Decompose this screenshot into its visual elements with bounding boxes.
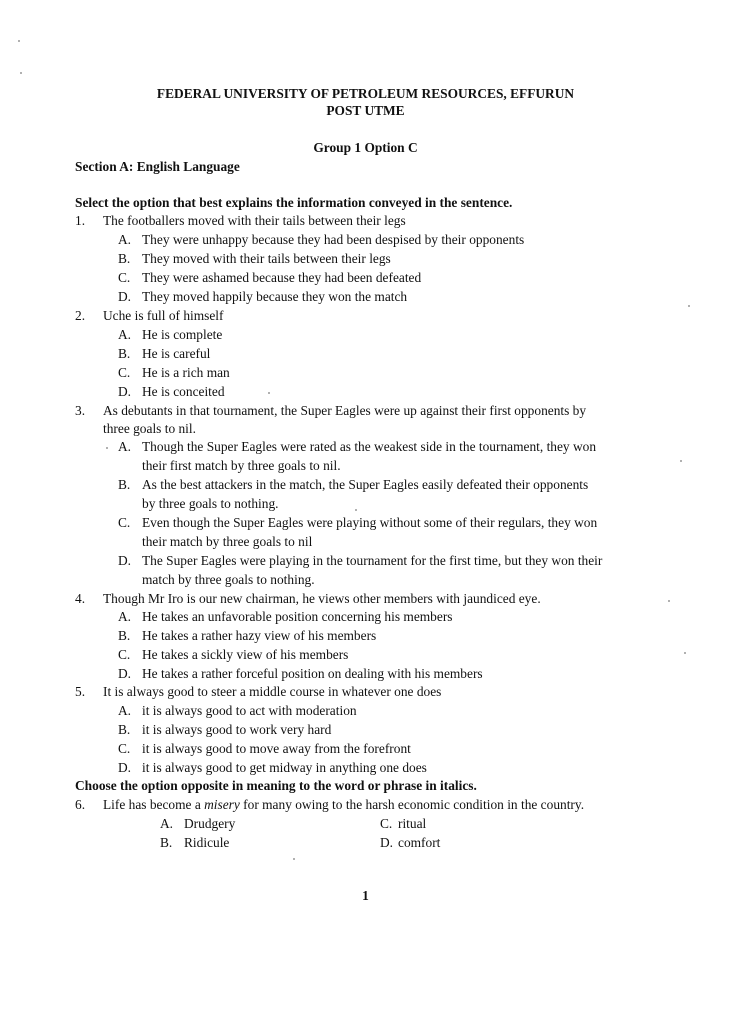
option-text: The Super Eagles were playing in the tournament for the first time, but they won their bbox=[142, 553, 603, 568]
option-letter: B. bbox=[118, 628, 131, 643]
option-letter: D. bbox=[118, 666, 132, 681]
scan-speck bbox=[680, 460, 682, 462]
option-letter: C. bbox=[118, 270, 131, 285]
option-text: it is always good to act with moderation bbox=[142, 703, 357, 718]
question-number: 1. bbox=[75, 213, 86, 228]
scan-speck bbox=[293, 858, 295, 860]
university-title: FEDERAL UNIVERSITY OF PETROLEUM RESOURCES, EFFURUN bbox=[156, 86, 575, 101]
option-letter: B. bbox=[118, 346, 131, 361]
option-text-continued: their first match by three goals to nil. bbox=[142, 458, 341, 473]
option-text: He is careful bbox=[142, 346, 211, 361]
scan-speck bbox=[688, 305, 690, 307]
option-text: it is always good to work very hard bbox=[142, 722, 332, 737]
question-text bbox=[103, 796, 584, 813]
question-number: 2. bbox=[75, 308, 86, 323]
question-number: 6. bbox=[75, 797, 86, 812]
option-letter: D. bbox=[118, 760, 132, 775]
italic-word: misery bbox=[204, 797, 240, 812]
option-text: He takes a sickly view of his members bbox=[142, 647, 349, 662]
scan-speck bbox=[20, 72, 22, 74]
question-text: Though Mr Iro is our new chairman, he views other members with jaundiced eye. bbox=[103, 591, 541, 606]
option-letter: B. bbox=[118, 722, 131, 737]
option-letter: A. bbox=[160, 816, 174, 831]
question-text: It is always good to steer a middle course in whatever one does bbox=[103, 684, 442, 699]
question-number: 4. bbox=[75, 591, 86, 606]
option-text: it is always good to get midway in anything one does bbox=[142, 760, 427, 775]
option-letter: A. bbox=[118, 439, 132, 454]
scan-speck bbox=[355, 509, 357, 511]
option-letter: A. bbox=[118, 703, 132, 718]
option-text: He is conceited bbox=[142, 384, 225, 399]
option-text-continued: match by three goals to nothing. bbox=[142, 572, 315, 587]
group-title: Group 1 Option C bbox=[313, 140, 418, 155]
exam-title: POST UTME bbox=[326, 103, 405, 118]
option-letter: B. bbox=[118, 251, 131, 266]
option-letter: C. bbox=[118, 741, 131, 756]
option-letter: D. bbox=[118, 553, 132, 568]
option-letter: B. bbox=[118, 477, 131, 492]
option-letter: B. bbox=[160, 835, 173, 850]
question-text: The footballers moved with their tails between their legs bbox=[103, 213, 406, 228]
option-text: comfort bbox=[398, 835, 441, 850]
question-number: 3. bbox=[75, 403, 86, 418]
scan-speck bbox=[268, 392, 270, 394]
option-text: He takes an unfavorable position concerning his members bbox=[142, 609, 453, 624]
option-text: Even though the Super Eagles were playing without some of their regulars, they won bbox=[142, 515, 598, 530]
option-text: He is complete bbox=[142, 327, 223, 342]
option-letter: C. bbox=[118, 365, 131, 380]
option-text: As the best attackers in the match, the Super Eagles easily defeated their opponents bbox=[142, 477, 589, 492]
option-text: They were ashamed because they had been defeated bbox=[142, 270, 422, 285]
option-text: He takes a rather hazy view of his members bbox=[142, 628, 377, 643]
option-letter: A. bbox=[118, 232, 132, 247]
option-text-continued: their match by three goals to nil bbox=[142, 534, 313, 549]
option-letter: C. bbox=[118, 515, 131, 530]
instruction-heading: Choose the option opposite in meaning to the word or phrase in italics. bbox=[75, 778, 477, 793]
instruction-heading: Select the option that best explains the information conveyed in the sentence. bbox=[75, 195, 513, 210]
section-title: Section A: English Language bbox=[75, 159, 240, 174]
option-text: Drudgery bbox=[184, 816, 236, 831]
scan-speck bbox=[18, 40, 20, 42]
option-text: Ridicule bbox=[184, 835, 230, 850]
option-text: ritual bbox=[398, 816, 427, 831]
question-text: As debutants in that tournament, the Super Eagles were up against their first opponents by bbox=[103, 403, 587, 418]
option-letter: A. bbox=[118, 327, 132, 342]
option-text: They were unhappy because they had been despised by their opponents bbox=[142, 232, 525, 247]
page-number: 1 bbox=[362, 888, 369, 903]
option-text: They moved happily because they won the match bbox=[142, 289, 408, 304]
option-letter: C. bbox=[118, 647, 131, 662]
question-text: Uche is full of himself bbox=[103, 308, 224, 323]
option-text-continued: by three goals to nothing. bbox=[142, 496, 279, 511]
option-letter: A. bbox=[118, 609, 132, 624]
option-text: He is a rich man bbox=[142, 365, 230, 380]
option-text: He takes a rather forceful position on dealing with his members bbox=[142, 666, 483, 681]
scan-speck bbox=[668, 600, 670, 602]
question-text-continued: three goals to nil. bbox=[103, 421, 196, 436]
scan-speck bbox=[106, 447, 108, 449]
option-text: it is always good to move away from the forefront bbox=[142, 741, 411, 756]
option-letter: D. bbox=[380, 835, 394, 850]
option-text: Though the Super Eagles were rated as the weakest side in the tournament, they won bbox=[142, 439, 597, 454]
scan-speck bbox=[684, 652, 686, 654]
question-text-after: for many owing to the harsh economic condition in the country. bbox=[239, 797, 585, 812]
option-letter: D. bbox=[118, 384, 132, 399]
question-number: 5. bbox=[75, 684, 86, 699]
option-letter: D. bbox=[118, 289, 132, 304]
option-letter: C. bbox=[380, 816, 393, 831]
option-text: They moved with their tails between their legs bbox=[142, 251, 391, 266]
question-text-before: Life has become a bbox=[103, 797, 205, 812]
